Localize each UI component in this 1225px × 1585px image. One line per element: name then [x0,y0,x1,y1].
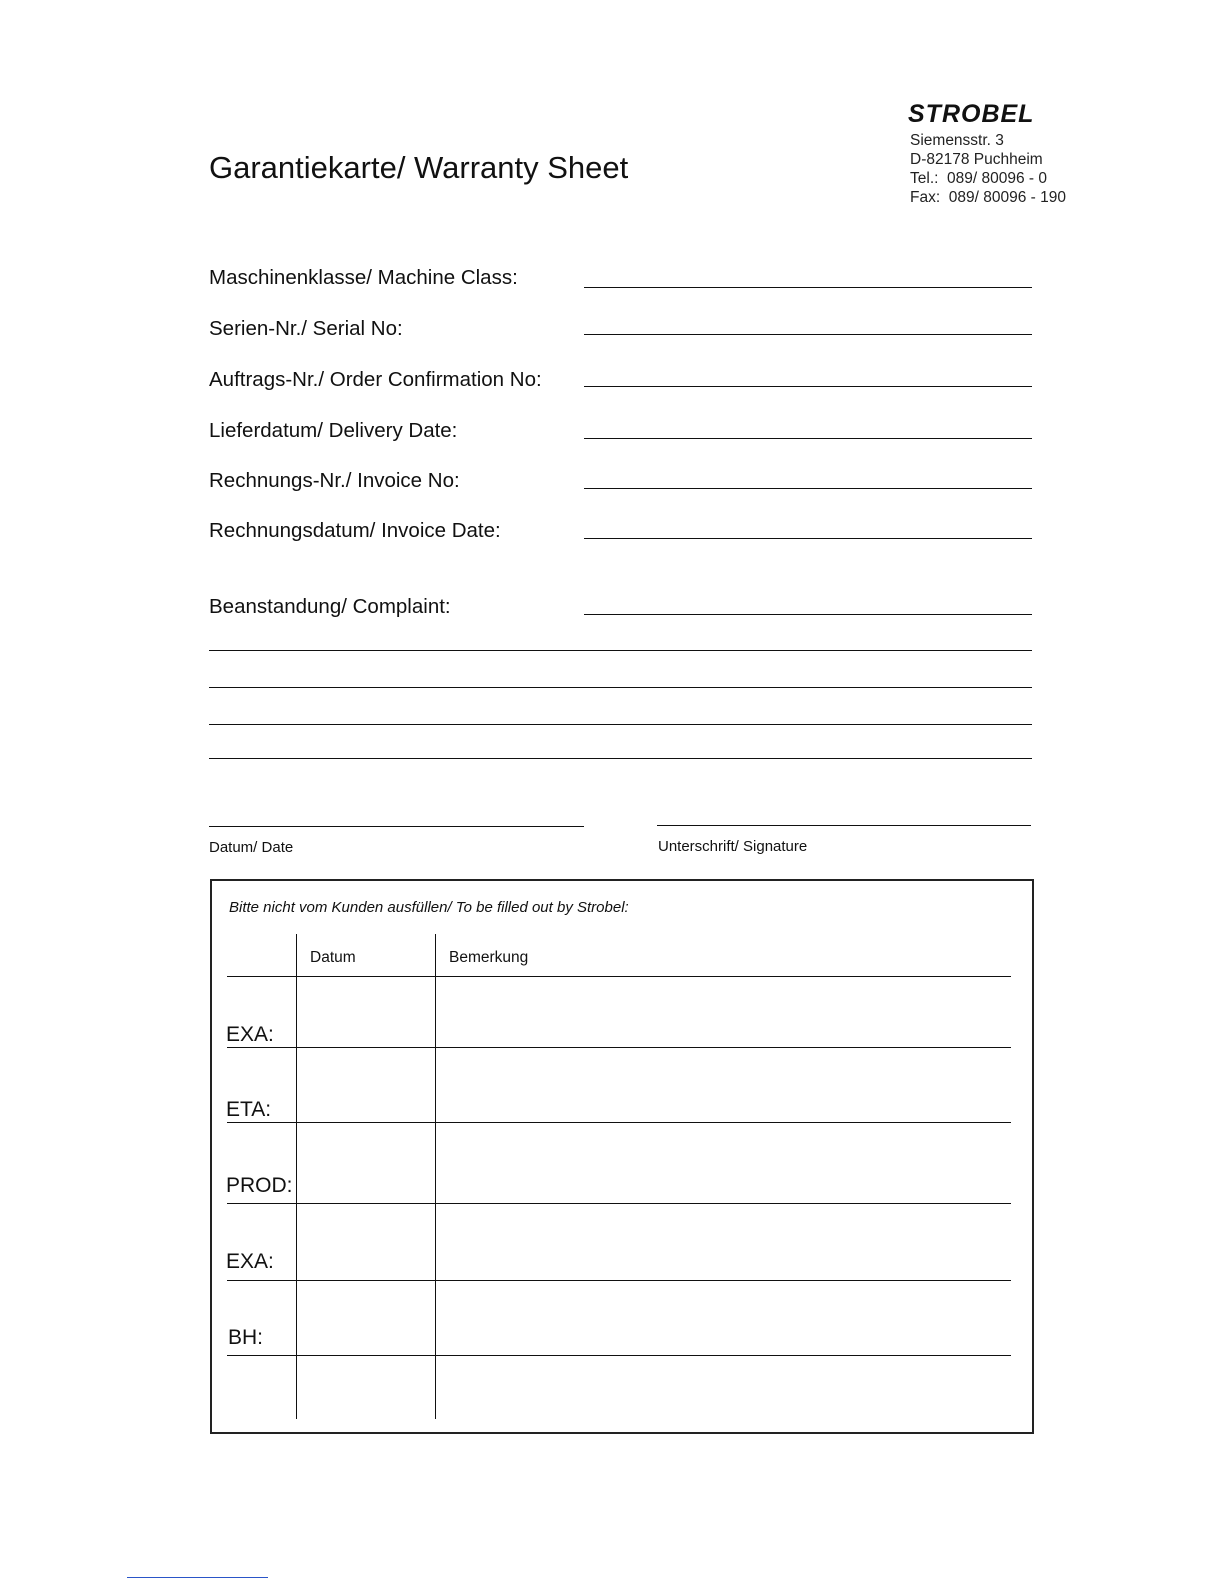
field-label-invoice-date: Rechnungsdatum/ Invoice Date: [209,519,501,542]
row-label-exa: EXA: [226,1023,274,1046]
column-header-bemerkung: Bemerkung [449,949,529,966]
column-divider [435,934,436,1419]
row-label-exa-2: EXA: [226,1250,274,1273]
signature-label: Unterschrift/ Signature [658,838,808,855]
column-header-datum: Datum [310,949,356,966]
table-row-rule [227,1122,1011,1123]
table-row-rule [227,1280,1011,1281]
table-row-rule [227,1355,1011,1356]
address-fax: Fax: 089/ 80096 - 190 [910,189,1066,206]
field-label-complaint: Beanstandung/ Complaint: [209,595,451,618]
field-line-invoice-no[interactable] [584,488,1032,489]
scan-edge-mark [127,1577,268,1578]
field-line-machine-class[interactable] [584,287,1032,288]
field-label-delivery-date: Lieferdatum/ Delivery Date: [209,419,458,442]
field-line-invoice-date[interactable] [584,538,1032,539]
strobel-logo: STROBEL [908,100,1035,128]
page-title: Garantiekarte/ Warranty Sheet [209,150,629,185]
field-line-serial-no[interactable] [584,334,1032,335]
table-row-rule [227,1203,1011,1204]
field-line-delivery-date[interactable] [584,438,1032,439]
table-row-rule [227,1047,1011,1048]
address-street: Siemensstr. 3 [910,132,1004,149]
field-line-complaint[interactable] [584,614,1032,615]
complaint-line[interactable] [209,687,1032,688]
complaint-line[interactable] [209,650,1032,651]
date-label: Datum/ Date [209,839,294,856]
field-label-serial-no: Serien-Nr./ Serial No: [209,317,403,340]
field-label-order-no: Auftrags-Nr./ Order Confirmation No: [209,368,542,391]
address-tel: Tel.: 089/ 80096 - 0 [910,170,1048,187]
field-line-order-no[interactable] [584,386,1032,387]
internal-use-note: Bitte nicht vom Kunden ausfüllen/ To be filled out by Strobel: [229,899,629,916]
address-city: D-82178 Puchheim [910,151,1043,168]
row-label-bh: BH: [228,1326,264,1349]
field-label-machine-class: Maschinenklasse/ Machine Class: [209,266,518,289]
signature-line[interactable] [657,825,1031,826]
complaint-line[interactable] [209,724,1032,725]
date-line[interactable] [209,826,584,827]
row-label-prod: PROD: [226,1174,293,1197]
table-header-rule [227,976,1011,977]
complaint-line[interactable] [209,758,1032,759]
row-label-eta: ETA: [226,1098,272,1121]
column-divider [296,934,297,1419]
field-label-invoice-no: Rechnungs-Nr./ Invoice No: [209,469,460,492]
